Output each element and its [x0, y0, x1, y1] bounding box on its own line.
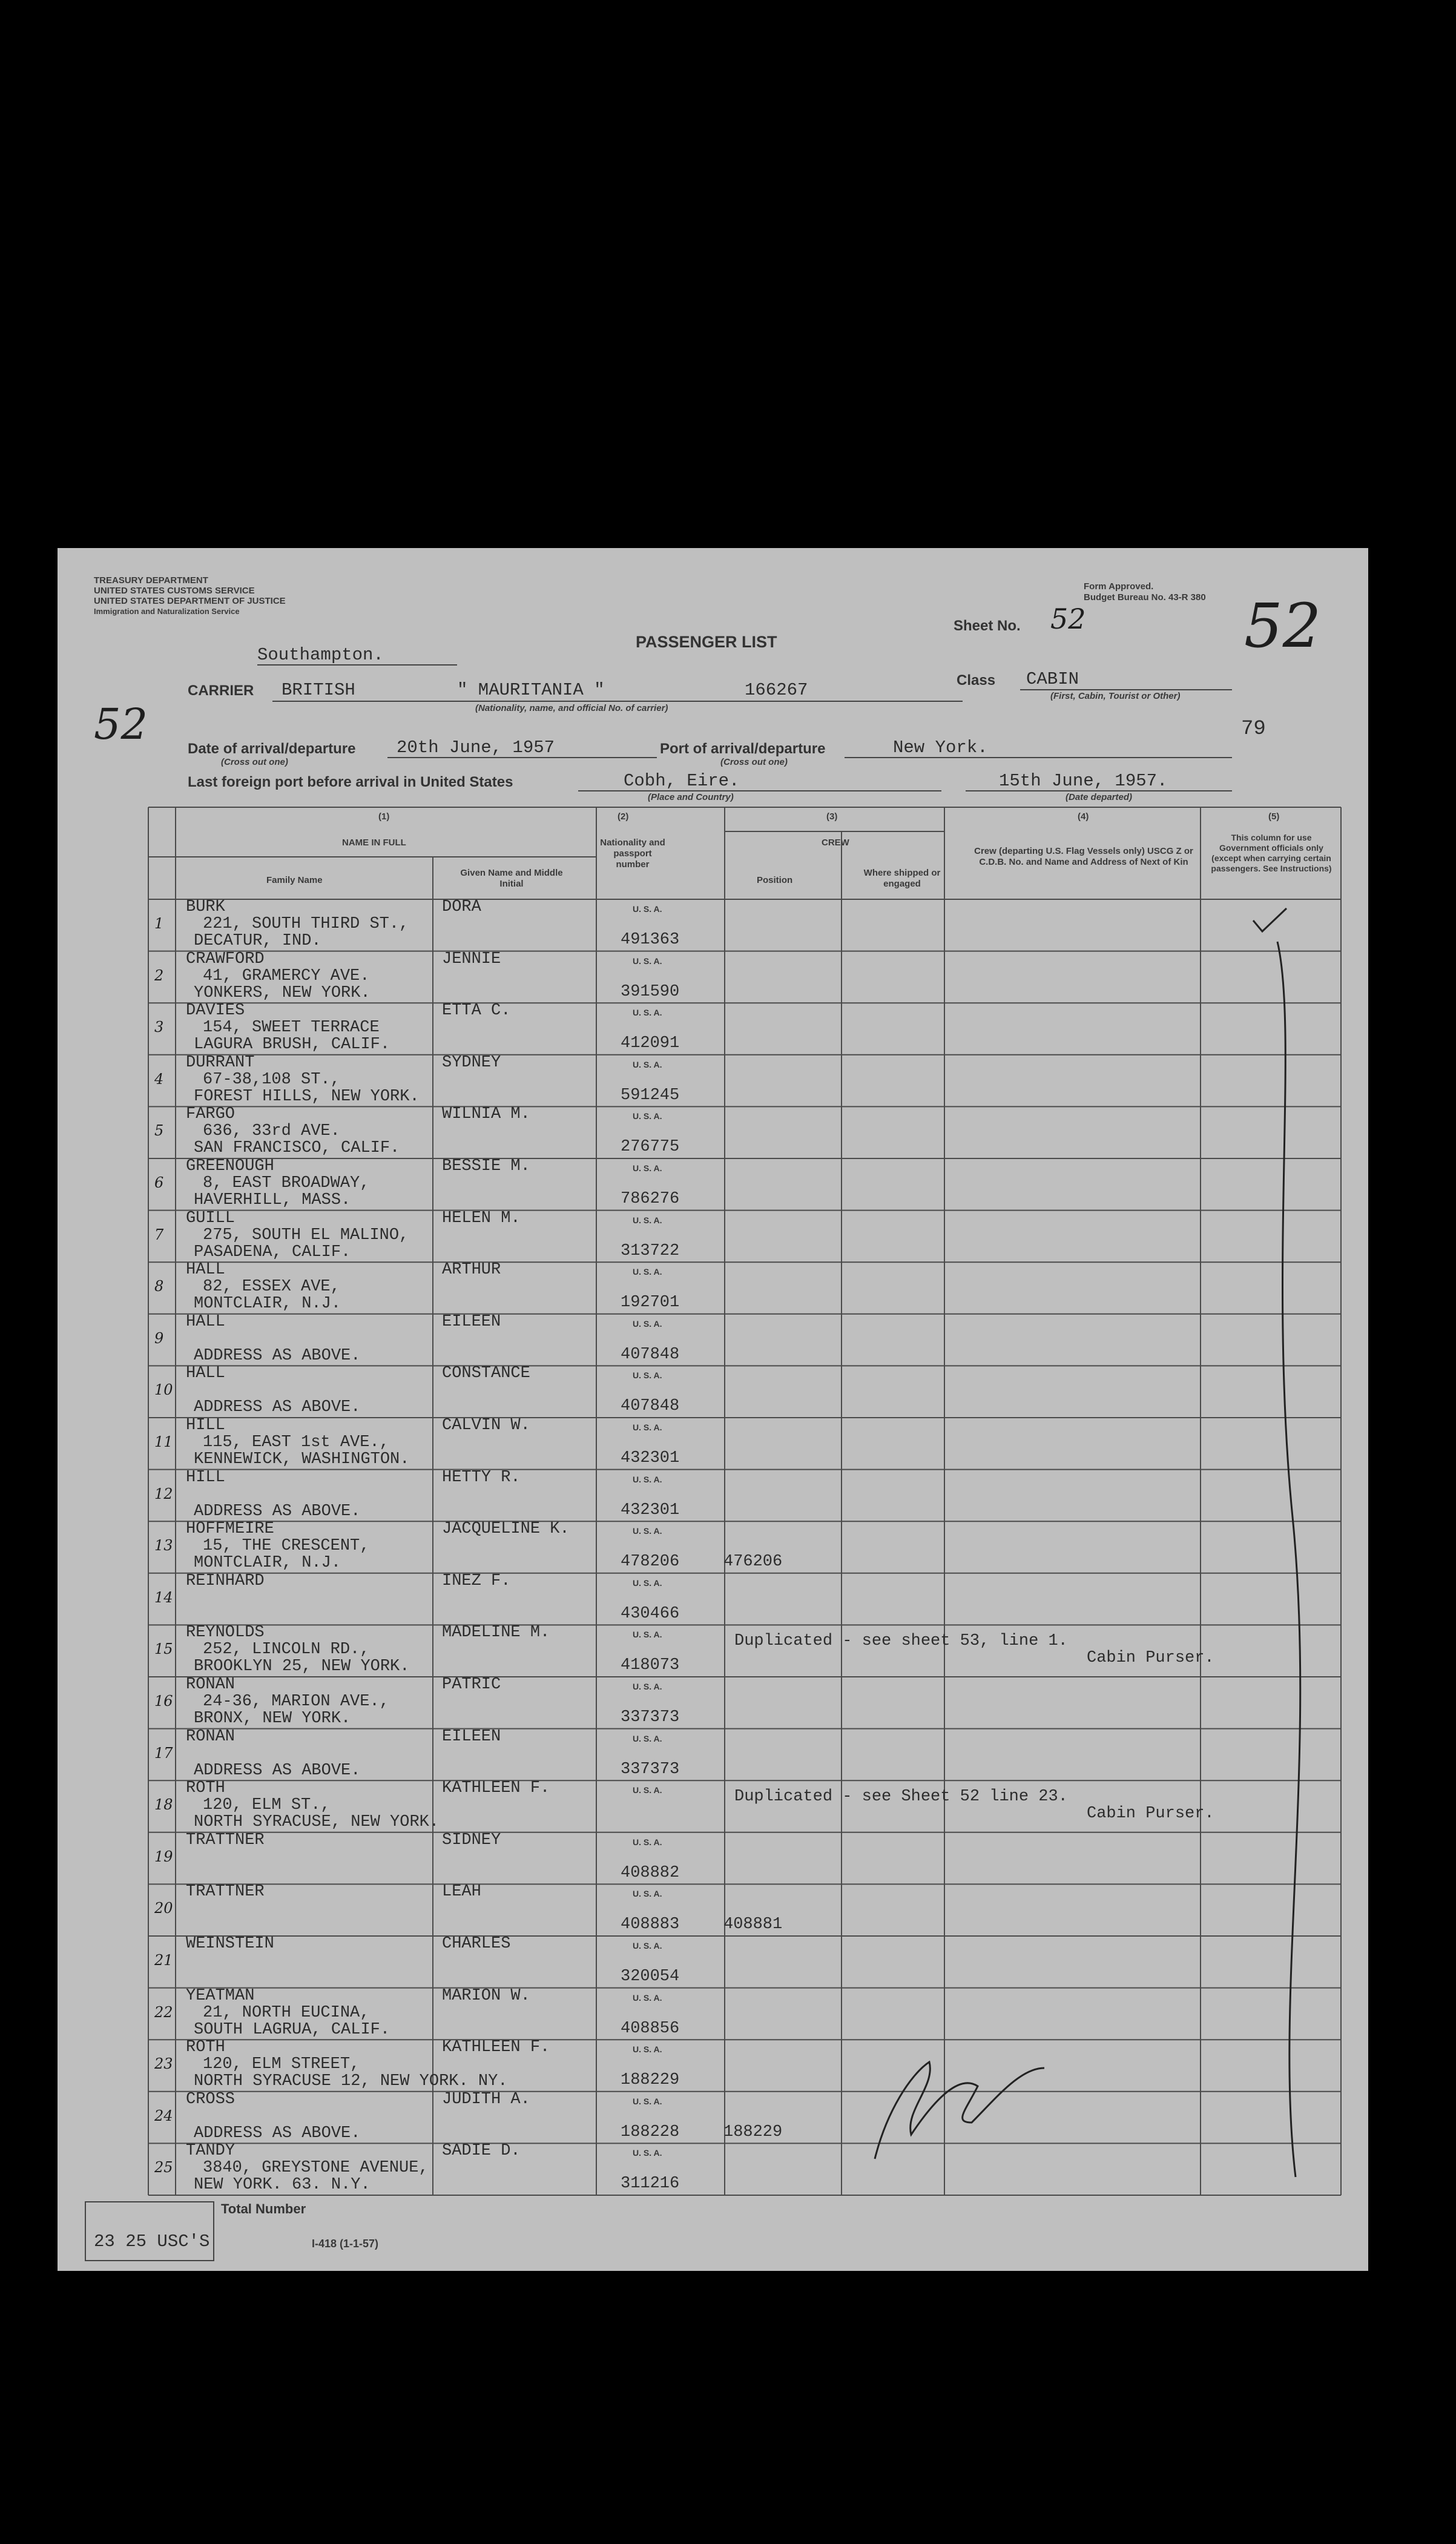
- nationality: U. S. A.: [633, 1837, 662, 1847]
- port-label: Port of arrival/departure: [660, 741, 826, 757]
- family-name: DAVIES: [186, 1002, 245, 1020]
- passport-number: 337373: [621, 1708, 680, 1726]
- row-number: 21: [154, 1952, 173, 1969]
- nationality: U. S. A.: [633, 1111, 662, 1122]
- date-departed: 15th June, 1957.: [999, 771, 1168, 791]
- family-name: REINHARD: [186, 1571, 265, 1590]
- date-label: Date of arrival/departure: [188, 741, 356, 757]
- address-line-1: 252, LINCOLN RD.,: [203, 1640, 370, 1659]
- form-approved: Form Approved.: [1084, 581, 1154, 592]
- nationality: U. S. A.: [633, 1733, 662, 1743]
- address-line-1: 115, EAST 1st AVE.,: [203, 1433, 389, 1452]
- last-port-value: Cobh, Eire.: [624, 771, 740, 791]
- nationality: U. S. A.: [633, 1889, 662, 1899]
- passport-number: 432301: [621, 1501, 680, 1519]
- given-name: JENNIE: [442, 950, 501, 968]
- given-name: SADIE D.: [442, 2142, 521, 2161]
- address-line-2: MONTCLAIR, N.J.: [194, 1295, 341, 1313]
- family-name: DURRANT: [186, 1053, 255, 1072]
- nationality: U. S. A.: [633, 1059, 662, 1069]
- address-line-1: 21, NORTH EUCINA,: [203, 2003, 370, 2022]
- nationality: U. S. A.: [633, 1941, 662, 1951]
- class-underline: [1020, 689, 1232, 690]
- date-underline: [387, 757, 657, 758]
- nationality: U. S. A.: [633, 1267, 662, 1277]
- row-number: 2: [154, 966, 164, 984]
- given-name: EILEEN: [442, 1312, 501, 1331]
- passport-correction: 408881: [723, 1915, 783, 1934]
- col3-title: CREW: [822, 838, 849, 848]
- given-name: HELEN M.: [442, 1209, 521, 1227]
- address-line-2: ADDRESS AS ABOVE.: [194, 2124, 361, 2143]
- given-name: KATHLEEN F.: [442, 2038, 550, 2057]
- passport-number: 313722: [621, 1241, 680, 1260]
- row-number: 12: [154, 1485, 173, 1502]
- family-name: TANDY: [186, 2142, 236, 2161]
- family-name: HOFFMEIRE: [186, 1520, 274, 1539]
- passport-number: 408883: [621, 1915, 680, 1934]
- given-name: DORA: [442, 898, 481, 916]
- address-line-2: SOUTH LAGRUA, CALIF.: [194, 2020, 390, 2039]
- row-number: 4: [154, 1070, 164, 1088]
- address-line-2: YONKERS, NEW YORK.: [194, 983, 371, 1002]
- passport-number: 192701: [621, 1293, 680, 1312]
- passport-correction: 476206: [723, 1553, 783, 1571]
- nationality: U. S. A.: [633, 1215, 662, 1225]
- address-line-1: 15, THE CRESCENT,: [203, 1537, 370, 1556]
- total-label: Total Number: [221, 2201, 306, 2216]
- address-line-2: ADDRESS AS ABOVE.: [194, 1346, 361, 1365]
- date-value: 20th June, 1957: [397, 738, 555, 758]
- form-approved-block: [1084, 581, 1206, 603]
- class-label: Class: [957, 672, 996, 689]
- col2-title: Nationality and passport number: [600, 838, 665, 870]
- address-line-1: 8, EAST BROADWAY,: [203, 1174, 370, 1192]
- address-line-2: BROOKLYN 25, NEW YORK.: [194, 1657, 410, 1676]
- date-caption: (Cross out one): [221, 757, 288, 767]
- sheet-number: 52: [1050, 603, 1086, 635]
- row-number: 8: [154, 1278, 164, 1295]
- family-name: GUILL: [186, 1209, 236, 1227]
- family-name: HALL: [186, 1312, 225, 1331]
- passport-number: 591245: [621, 1086, 680, 1105]
- passport-number: 418073: [621, 1656, 680, 1675]
- agency-line: UNITED STATES CUSTOMS SERVICE: [94, 586, 255, 596]
- passport-number: 188228: [621, 2123, 680, 2141]
- row-number: 19: [154, 1848, 173, 1865]
- row-number: 18: [154, 1796, 173, 1814]
- last-port-underline: [578, 790, 941, 791]
- family-name: HILL: [186, 1468, 225, 1487]
- passport-number: 311216: [621, 2175, 680, 2193]
- carrier-label: CARRIER: [188, 682, 254, 699]
- port-underline: [845, 757, 1232, 758]
- address-line-2: ADDRESS AS ABOVE.: [194, 1761, 361, 1780]
- carrier-caption: (Nationality, name, and official No. of carrier): [475, 703, 668, 713]
- row-number: 24: [154, 2107, 173, 2124]
- last-port-caption: (Place and Country): [648, 792, 734, 802]
- passport-number: 391590: [621, 982, 680, 1001]
- family-name: HILL: [186, 1416, 225, 1435]
- nationality: U. S. A.: [633, 2148, 662, 2158]
- given-name: CHARLES: [442, 1935, 511, 1953]
- row-number: 20: [154, 1900, 173, 1917]
- passport-number: 276775: [621, 1138, 680, 1157]
- given-name: INEZ F.: [442, 1571, 511, 1590]
- nationality: U. S. A.: [633, 1008, 662, 1018]
- given-name: SIDNEY: [442, 1831, 501, 1849]
- passport-number: 407848: [621, 1397, 680, 1416]
- given-name: JUDITH A.: [442, 2090, 530, 2109]
- port-value: New York.: [893, 738, 988, 758]
- given-name: KATHLEEN F.: [442, 1779, 550, 1798]
- address-line-2: LAGURA BRUSH, CALIF.: [194, 1036, 390, 1054]
- given-name: EILEEN: [442, 1727, 501, 1746]
- address-line-2: NEW YORK. 63. N.Y.: [194, 2176, 371, 2195]
- family-name: RONAN: [186, 1727, 236, 1746]
- row-number: 22: [154, 2003, 173, 2021]
- given-name: BESSIE M.: [442, 1157, 530, 1175]
- address-line-1: 41, GRAMERCY AVE.: [203, 966, 370, 985]
- given-name: ARTHUR: [442, 1261, 501, 1280]
- row-number: 5: [154, 1122, 164, 1140]
- col-where-shipped: Where shipped or engaged: [863, 868, 941, 889]
- nationality: U. S. A.: [633, 1630, 662, 1640]
- carrier-name: " MAURITANIA ": [457, 680, 605, 700]
- col2-number: (2): [618, 811, 629, 822]
- address-line-2: PASADENA, CALIF.: [194, 1243, 351, 1261]
- col5-number: (5): [1268, 811, 1280, 822]
- passport-number: 337373: [621, 1760, 680, 1779]
- nationality: U. S. A.: [633, 1163, 662, 1173]
- passport-number: 412091: [621, 1034, 680, 1053]
- address-line-1: 636, 33rd AVE.: [203, 1122, 340, 1141]
- row-number: 7: [154, 1226, 164, 1243]
- agency-line: UNITED STATES DEPARTMENT OF JUSTICE: [94, 596, 286, 606]
- passport-number: 430466: [621, 1604, 680, 1623]
- page-title: PASSENGER LIST: [636, 633, 777, 651]
- passport-number: 491363: [621, 931, 680, 949]
- nationality: U. S. A.: [633, 1578, 662, 1588]
- passport-number: 408882: [621, 1863, 680, 1882]
- given-name: MARION W.: [442, 1986, 530, 2005]
- date-departed-caption: (Date departed): [1066, 792, 1133, 802]
- address-line-1: 120, ELM ST.,: [203, 1796, 331, 1815]
- address-line-1: 221, SOUTH THIRD ST.,: [203, 915, 409, 933]
- duplicate-note: Duplicated - see sheet 53, line 1.: [734, 1632, 1068, 1651]
- col5-title: This column for use Government officials only (except when carrying certain passengers. See Instructions): [1211, 833, 1332, 873]
- passport-number: 408856: [621, 2019, 680, 2038]
- family-name: CRAWFORD: [186, 950, 265, 968]
- nationality: U. S. A.: [633, 956, 662, 966]
- port-top: Southampton.: [257, 645, 384, 665]
- address-line-1: 3840, GREYSTONE AVENUE,: [203, 2159, 429, 2178]
- col1-title: NAME IN FULL: [342, 838, 406, 848]
- address-line-1: 154, SWEET TERRACE: [203, 1019, 380, 1037]
- row-number: 3: [154, 1019, 164, 1036]
- carrier-underline: [272, 701, 963, 702]
- family-name: BURK: [186, 898, 225, 916]
- address-line-2: BRONX, NEW YORK.: [194, 1710, 351, 1728]
- carrier-nationality: BRITISH: [282, 680, 355, 700]
- col4-number: (4): [1078, 811, 1089, 822]
- given-name: ETTA C.: [442, 1002, 511, 1020]
- address-line-2: NORTH SYRACUSE, NEW YORK.: [194, 1813, 440, 1832]
- family-name: REYNOLDS: [186, 1624, 265, 1642]
- family-name: RONAN: [186, 1676, 236, 1694]
- col-position: Position: [757, 875, 793, 885]
- row-number: 16: [154, 1693, 173, 1710]
- family-name: FARGO: [186, 1105, 236, 1124]
- given-name: SYDNEY: [442, 1053, 501, 1072]
- address-line-2: DECATUR, IND.: [194, 932, 321, 950]
- budget-bureau: Budget Bureau No. 43-R 380: [1084, 592, 1206, 603]
- row-number: 23: [154, 2055, 173, 2073]
- nationality: U. S. A.: [633, 1318, 662, 1329]
- total-value: 23 25 USC'S: [94, 2232, 210, 2252]
- row-number: 15: [154, 1640, 173, 1658]
- row-number: 6: [154, 1174, 164, 1191]
- col1-number: (1): [378, 811, 390, 822]
- passport-number: 432301: [621, 1449, 680, 1467]
- address-line-2: ADDRESS AS ABOVE.: [194, 1502, 361, 1521]
- row-number: 13: [154, 1537, 173, 1554]
- family-name: CROSS: [186, 2090, 236, 2109]
- address-line-2: HAVERHILL, MASS.: [194, 1191, 351, 1209]
- col3-number: (3): [826, 811, 838, 822]
- address-line-2: NORTH SYRACUSE 12, NEW YORK. NY.: [194, 2072, 508, 2091]
- family-name: HALL: [186, 1261, 225, 1280]
- purser-note: Cabin Purser.: [1087, 1649, 1214, 1668]
- passport-number: 188229: [621, 2071, 680, 2090]
- carrier-number: 166267: [745, 680, 808, 700]
- passport-number: 478206: [621, 1553, 680, 1571]
- port-underline: [257, 664, 457, 666]
- nationality: U. S. A.: [633, 2096, 662, 2106]
- row-number: 14: [154, 1588, 173, 1606]
- address-line-1: 24-36, MARION AVE.,: [203, 1693, 389, 1711]
- address-line-2: SAN FRANCISCO, CALIF.: [194, 1139, 400, 1158]
- col-family-name: Family Name: [266, 875, 323, 885]
- class-value: CABIN: [1026, 669, 1079, 689]
- given-name: MADELINE M.: [442, 1624, 550, 1642]
- sheet-number-large: 52: [1244, 590, 1322, 661]
- row-number: 11: [154, 1433, 173, 1450]
- address-line-2: KENNEWICK, WASHINGTON.: [194, 1450, 410, 1469]
- nationality: U. S. A.: [633, 1682, 662, 1691]
- col-given-name: Given Name and Middle Initial: [460, 868, 563, 889]
- given-name: WILNIA M.: [442, 1105, 530, 1124]
- address-line-1: 120, ELM STREET,: [203, 2055, 360, 2074]
- nationality: U. S. A.: [633, 1526, 662, 1536]
- class-caption: (First, Cabin, Tourist or Other): [1050, 691, 1181, 701]
- row-number: 25: [154, 2159, 173, 2176]
- address-line-2: MONTCLAIR, N.J.: [194, 1554, 341, 1573]
- port-caption: (Cross out one): [720, 757, 788, 767]
- agency-line: Immigration and Naturalization Service: [94, 607, 240, 616]
- nationality: U. S. A.: [633, 1474, 662, 1484]
- passport-correction: 188229: [723, 2123, 783, 2141]
- margin-mark: 52: [94, 699, 148, 749]
- family-name: ROTH: [186, 1779, 225, 1798]
- agency-line: TREASURY DEPARTMENT: [94, 575, 208, 586]
- page-count: 79: [1241, 718, 1266, 741]
- given-name: LEAH: [442, 1883, 481, 1901]
- address-line-2: ADDRESS AS ABOVE.: [194, 1398, 361, 1417]
- family-name: HALL: [186, 1364, 225, 1383]
- passport-number: 320054: [621, 1967, 680, 1986]
- passport-number: 786276: [621, 1190, 680, 1208]
- agency-block: [94, 575, 286, 616]
- row-number: 1: [154, 915, 164, 932]
- passenger-list-sheet: [58, 548, 1368, 2271]
- family-name: GREENOUGH: [186, 1157, 274, 1175]
- purser-note: Cabin Purser.: [1087, 1805, 1214, 1823]
- given-name: JACQUELINE K.: [442, 1520, 570, 1539]
- nationality: U. S. A.: [633, 904, 662, 914]
- nationality: U. S. A.: [633, 1992, 662, 2003]
- row-number: 10: [154, 1381, 173, 1399]
- nationality: U. S. A.: [633, 2044, 662, 2055]
- passport-number: 407848: [621, 1345, 680, 1364]
- date-departed-underline: [966, 790, 1232, 791]
- family-name: YEATMAN: [186, 1986, 255, 2005]
- family-name: TRATTNER: [186, 1831, 265, 1849]
- family-name: WEINSTEIN: [186, 1935, 274, 1953]
- nationality: U. S. A.: [633, 1370, 662, 1381]
- family-name: ROTH: [186, 2038, 225, 2057]
- duplicate-note: Duplicated - see Sheet 52 line 23.: [734, 1788, 1068, 1806]
- address-line-1: 67-38,108 ST.,: [203, 1070, 340, 1089]
- last-port-label: Last foreign port before arrival in United States: [188, 774, 513, 790]
- given-name: PATRIC: [442, 1676, 501, 1694]
- given-name: CALVIN W.: [442, 1416, 530, 1435]
- family-name: TRATTNER: [186, 1883, 265, 1901]
- address-line-1: 275, SOUTH EL MALINO,: [203, 1226, 409, 1244]
- col4-title: Crew (departing U.S. Flag Vessels only) USCG Z or C.D.B. No. and Name and Address of Next of Kin: [974, 846, 1193, 867]
- row-number: 17: [154, 1744, 173, 1762]
- form-code: I-418 (1-1-57): [312, 2238, 379, 2250]
- given-name: CONSTANCE: [442, 1364, 530, 1383]
- nationality: U. S. A.: [633, 1422, 662, 1432]
- address-line-2: FOREST HILLS, NEW YORK.: [194, 1087, 420, 1106]
- row-number: 9: [154, 1329, 164, 1347]
- address-line-1: 82, ESSEX AVE,: [203, 1278, 340, 1297]
- nationality: U. S. A.: [633, 1785, 662, 1796]
- sheet-label: Sheet No.: [954, 618, 1021, 634]
- given-name: HETTY R.: [442, 1468, 521, 1487]
